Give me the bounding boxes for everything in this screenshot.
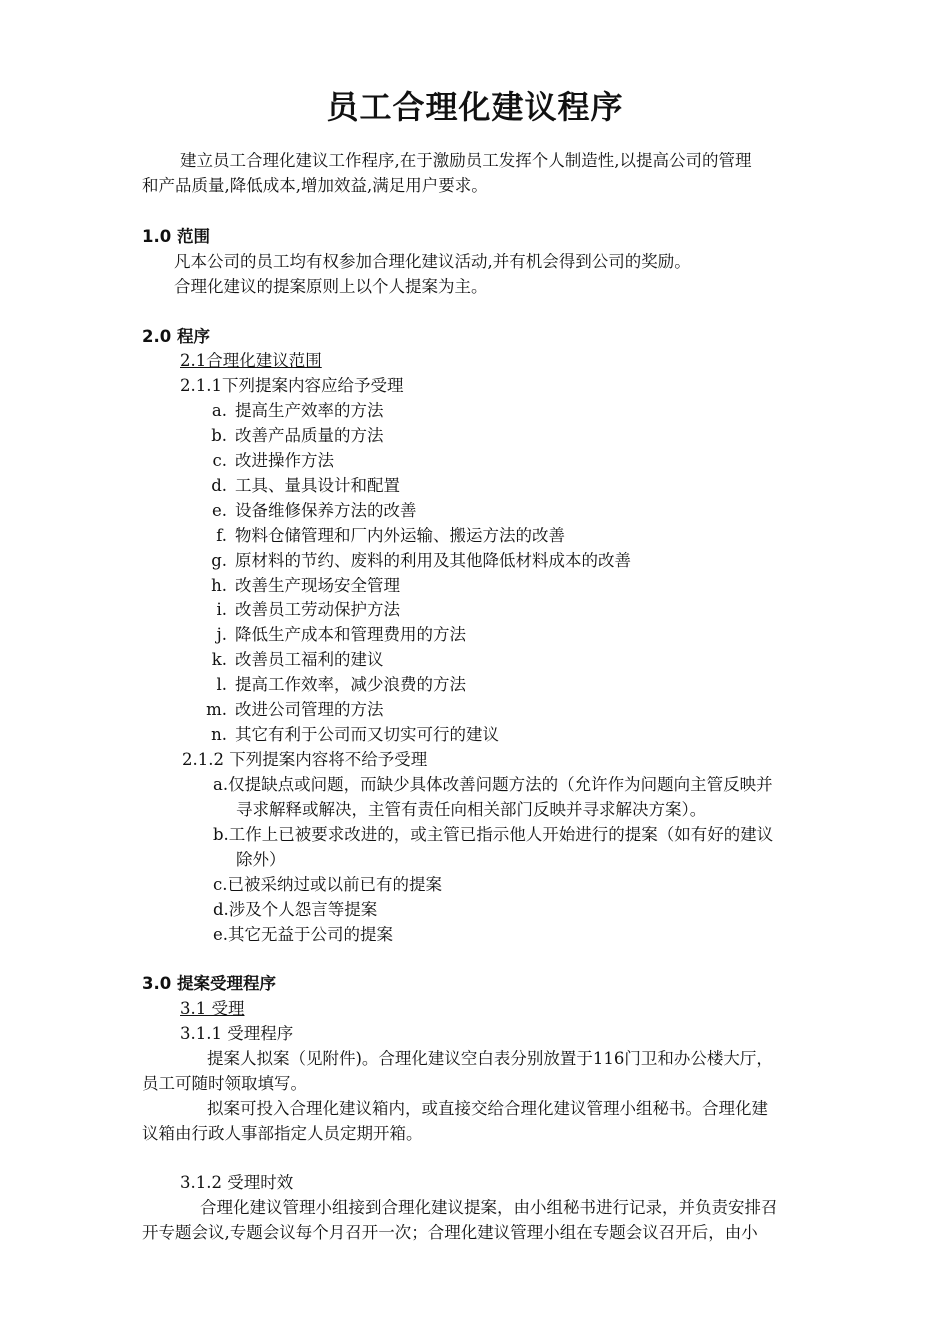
accept-list-title: 2.1.1下列提案内容应给予受理 bbox=[180, 376, 404, 395]
section-1-heading: 1.0 范围 bbox=[142, 227, 210, 246]
list-item: n. 其它有利于公司而又切实可行的建议 bbox=[211, 725, 499, 744]
list-item: d. 工具、量具设计和配置 bbox=[211, 476, 400, 495]
list-item: j. 降低生产成本和管理费用的方法 bbox=[216, 625, 466, 644]
reject-item-a-line-2: 寻求解释或解决，主管有责任向相关部门反映并寻求解决方案）。 bbox=[236, 800, 707, 819]
section-2-heading: 2.0 程序 bbox=[142, 327, 210, 346]
procedure-paragraph-2-line-1: 拟案可投入合理化建议箱内，或直接交给合理化建议管理小组秘书。合理化建 bbox=[207, 1099, 768, 1118]
list-item: h. 改善生产现场安全管理 bbox=[211, 576, 400, 595]
section-1-paragraph-1: 凡本公司的员工均有权参加合理化建议活动,并有机会得到公司的奖励。 bbox=[174, 252, 691, 271]
section-2-1-subheading: 2.1合理化建议范围 bbox=[180, 351, 322, 370]
list-item: k. 改善员工福利的建议 bbox=[211, 650, 384, 669]
section-3-heading: 3.0 提案受理程序 bbox=[142, 974, 276, 993]
reject-item-d: d.涉及个人怨言等提案 bbox=[213, 900, 378, 919]
list-item: g. 原材料的节约、废料的利用及其他降低材料成本的改善 bbox=[211, 551, 631, 570]
list-item: c. 改进操作方法 bbox=[212, 451, 334, 470]
list-item: l. 提高工作效率，减少浪费的方法 bbox=[216, 675, 466, 694]
reject-item-b-line-2: 除外） bbox=[236, 850, 286, 869]
procedure-title: 3.1.1 受理程序 bbox=[180, 1024, 294, 1043]
procedure-paragraph-2-line-2: 议箱由行政人事部指定人员定期开箱。 bbox=[142, 1124, 423, 1143]
timeliness-title: 3.1.2 受理时效 bbox=[180, 1173, 294, 1192]
reject-item-e: e.其它无益于公司的提案 bbox=[213, 925, 394, 944]
list-item: m. 改进公司管理的方法 bbox=[206, 700, 384, 719]
intro-line-1: 建立员工合理化建议工作程序,在于激励员工发挥个人制造性,以提高公司的管理 bbox=[180, 151, 752, 170]
list-item: b. 改善产品质量的方法 bbox=[211, 426, 384, 445]
reject-list-title: 2.1.2 下列提案内容将不给予受理 bbox=[182, 750, 428, 769]
intro-line-2: 和产品质量,降低成本,增加效益,满足用户要求。 bbox=[142, 176, 488, 195]
document-title: 员工合理化建议程序 bbox=[326, 88, 624, 126]
procedure-paragraph-1-line-2: 员工可随时领取填写。 bbox=[142, 1074, 307, 1093]
procedure-paragraph-1-line-1: 提案人拟案（见附件)。合理化建议空白表分别放置于116门卫和办公楼大厅， bbox=[207, 1049, 773, 1068]
reject-item-a-line-1: a.仅提缺点或问题，而缺少具体改善问题方法的（允许作为问题向主管反映并 bbox=[213, 775, 773, 794]
section-1-paragraph-2: 合理化建议的提案原则上以个人提案为主。 bbox=[174, 277, 488, 296]
reject-item-b-line-1: b.工作上已被要求改进的，或主管已指示他人开始进行的提案（如有好的建议 bbox=[213, 825, 774, 844]
timeliness-line-2: 开专题会议,专题会议每个月召开一次；合理化建议管理小组在专题会议召开后，由小 bbox=[142, 1223, 758, 1242]
timeliness-line-1: 合理化建议管理小组接到合理化建议提案，由小组秘书进行记录，并负责安排召 bbox=[200, 1198, 778, 1217]
reject-item-c: c.已被采纳过或以前已有的提案 bbox=[213, 875, 442, 894]
list-item: e. 设备维修保养方法的改善 bbox=[211, 501, 417, 520]
list-item: a. 提高生产效率的方法 bbox=[211, 401, 384, 420]
list-item: i. 改善员工劳动保护方法 bbox=[216, 600, 400, 619]
list-item: f. 物料仓储管理和厂内外运输、搬运方法的改善 bbox=[216, 526, 565, 545]
section-3-1-subheading: 3.1 受理 bbox=[180, 999, 245, 1018]
